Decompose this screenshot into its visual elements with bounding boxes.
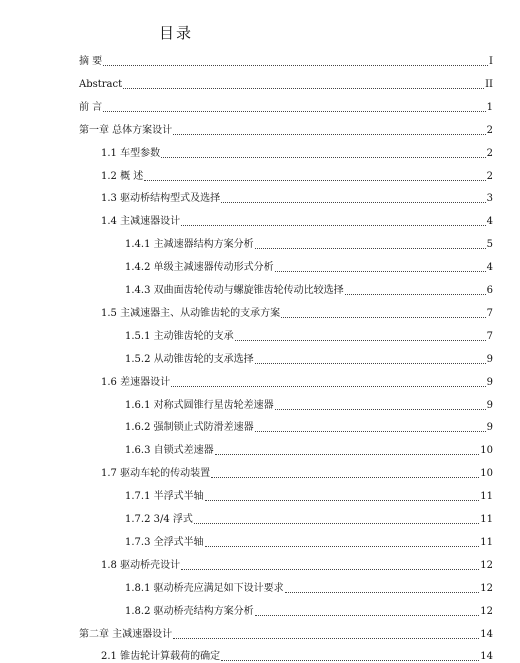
toc-entry-label: 1.8 驱动桥壳设计 xyxy=(101,559,181,571)
toc-entry-page-number: I xyxy=(489,56,493,67)
toc-entry[interactable] xyxy=(0,167,493,183)
toc-entry-label: 1.6.2 强制锁止式防滑差速器 xyxy=(125,422,254,434)
toc-entry-label: 1.7.1 半浮式半轴 xyxy=(125,491,204,503)
toc-entry-page-number: 14 xyxy=(480,651,493,663)
toc-entry-page-number: 7 xyxy=(486,330,493,342)
toc-entry[interactable] xyxy=(0,625,493,641)
toc-dot-leader xyxy=(171,386,486,387)
toc-entry-label: 1.5.2 从动锥齿轮的支承选择 xyxy=(125,353,254,365)
toc-dot-leader xyxy=(235,340,486,341)
toc-entry-page-number: 4 xyxy=(486,216,493,228)
toc-dot-leader xyxy=(161,157,486,158)
toc-entry[interactable] xyxy=(0,327,493,343)
toc-dot-leader xyxy=(255,248,486,249)
toc-entry-page-number: 6 xyxy=(486,285,493,296)
toc-dot-leader xyxy=(215,454,480,455)
toc-entry[interactable] xyxy=(0,418,493,434)
toc-entry[interactable] xyxy=(0,212,493,228)
toc-entry-page-number: 2 xyxy=(486,124,493,136)
toc-entry-label: 1.7.3 全浮式半轴 xyxy=(125,536,204,548)
toc-entry-label: 1.2 概 述 xyxy=(101,170,144,182)
toc-entry[interactable] xyxy=(0,258,493,274)
toc-dot-leader xyxy=(103,65,488,66)
toc-dot-leader xyxy=(181,225,486,226)
toc-entry-label: 1.4.3 双曲面齿轮传动与螺旋锥齿轮传动比较选择 xyxy=(125,285,344,296)
toc-entry-label: 1.8.2 驱动桥壳结构方案分析 xyxy=(125,605,254,617)
toc-entry[interactable] xyxy=(0,556,493,572)
toc-dot-leader xyxy=(144,180,485,181)
toc-entry-page-number: 12 xyxy=(480,559,493,571)
toc-entry[interactable] xyxy=(0,350,493,366)
toc-entry-label: 1.5 主减速器主、从动锥齿轮的支承方案 xyxy=(101,307,281,319)
toc-entry-page-number: 14 xyxy=(480,628,493,640)
toc-dot-leader xyxy=(255,615,480,616)
toc-entry-label: 1.6.1 对称式圆锥行星齿轮差速器 xyxy=(125,399,274,411)
toc-entry[interactable] xyxy=(0,533,493,549)
toc-entry-label: 前 言 xyxy=(79,101,103,113)
toc-dot-leader xyxy=(275,409,486,410)
toc-entry[interactable] xyxy=(0,487,493,503)
toc-entry[interactable] xyxy=(0,579,493,595)
toc-entry-page-number: 9 xyxy=(486,376,493,388)
toc-entry-page-number: II xyxy=(485,78,493,90)
toc-entry-label: Abstract xyxy=(79,78,123,90)
toc-dot-leader xyxy=(255,431,486,432)
toc-entry[interactable] xyxy=(0,464,493,480)
toc-entry-label: 1.7.2 3/4 浮式 xyxy=(125,514,193,525)
toc-entry-label: 1.6 差速器设计 xyxy=(101,376,171,388)
toc-entry-page-number: 7 xyxy=(486,307,493,319)
toc-entry-page-number: 9 xyxy=(486,422,493,434)
toc-title: 目录 xyxy=(158,24,193,42)
toc-entry-page-number: 10 xyxy=(480,445,493,457)
toc-entry[interactable] xyxy=(0,281,493,297)
toc-dot-leader xyxy=(173,638,479,639)
toc-entry[interactable] xyxy=(0,441,493,457)
toc-entry-label: 1.8.1 驱动桥壳应满足如下设计要求 xyxy=(125,582,284,594)
toc-entry[interactable] xyxy=(0,396,493,412)
toc-dot-leader xyxy=(345,294,486,295)
toc-entry-label: 1.3 驱动桥结构型式及选择 xyxy=(101,193,221,205)
toc-dot-leader xyxy=(275,271,486,272)
toc-entry-label: 摘 要 xyxy=(79,56,103,67)
toc-entry[interactable] xyxy=(0,52,493,68)
toc-entry-page-number: 3 xyxy=(486,193,493,205)
toc-entry[interactable] xyxy=(0,304,493,320)
toc-dot-leader xyxy=(221,660,479,661)
toc-entry-label: 1.5.1 主动锥齿轮的支承 xyxy=(125,330,234,342)
toc-dot-leader xyxy=(281,317,486,318)
toc-entry[interactable] xyxy=(0,647,493,663)
toc-dot-leader xyxy=(211,477,479,478)
toc-entry-label: 1.4.1 主减速器结构方案分析 xyxy=(125,239,254,251)
toc-entry[interactable] xyxy=(0,121,493,137)
toc-entry[interactable] xyxy=(0,75,493,91)
toc-dot-leader xyxy=(285,592,480,593)
toc-entry-label: 1.4.2 单级主减速器传动形式分析 xyxy=(125,262,274,274)
toc-dot-leader xyxy=(205,546,480,547)
toc-entry-page-number: 11 xyxy=(480,514,493,525)
toc-dot-leader xyxy=(181,569,479,570)
toc-dot-leader xyxy=(255,363,486,364)
toc-entry[interactable] xyxy=(0,98,493,114)
toc-entry[interactable] xyxy=(0,510,493,526)
toc-entry-page-number: 5 xyxy=(486,239,493,251)
toc-entry[interactable] xyxy=(0,602,493,618)
toc-dot-leader xyxy=(173,134,485,135)
toc-entry-page-number: 2 xyxy=(486,147,493,159)
toc-entry-page-number: 9 xyxy=(486,399,493,411)
toc-entry-label: 1.7 驱动车轮的传动装置 xyxy=(101,468,211,480)
toc-entry-label: 第一章 总体方案设计 xyxy=(79,124,173,136)
toc-entry-page-number: 12 xyxy=(480,582,493,594)
toc-entry-page-number: 2 xyxy=(486,170,493,182)
toc-dot-leader xyxy=(205,500,480,501)
toc-entry-page-number: 11 xyxy=(480,536,493,548)
toc-dot-leader xyxy=(103,111,485,112)
toc-entry-page-number: 12 xyxy=(480,605,493,617)
toc-entry-label: 1.4 主减速器设计 xyxy=(101,216,181,228)
toc-entry-label: 1.1 车型参数 xyxy=(101,147,161,159)
toc-entry-label: 第二章 主减速器设计 xyxy=(79,628,173,640)
toc-entry-page-number: 4 xyxy=(486,262,493,274)
toc-dot-leader xyxy=(123,88,484,89)
toc-entry[interactable] xyxy=(0,144,493,160)
toc-entry-page-number: 1 xyxy=(486,101,493,113)
toc-entry-page-number: 9 xyxy=(486,353,493,365)
toc-dot-leader xyxy=(221,202,486,203)
toc-entry[interactable] xyxy=(0,235,493,251)
toc-entry[interactable] xyxy=(0,373,493,389)
toc-dot-leader xyxy=(194,523,479,524)
toc-entry-label: 2.1 锥齿轮计算载荷的确定 xyxy=(101,651,221,663)
toc-entry-label: 1.6.3 自锁式差速器 xyxy=(125,445,214,457)
toc-entry-page-number: 10 xyxy=(480,468,493,480)
toc-entry-page-number: 11 xyxy=(480,491,493,503)
toc-entry[interactable] xyxy=(0,189,493,205)
